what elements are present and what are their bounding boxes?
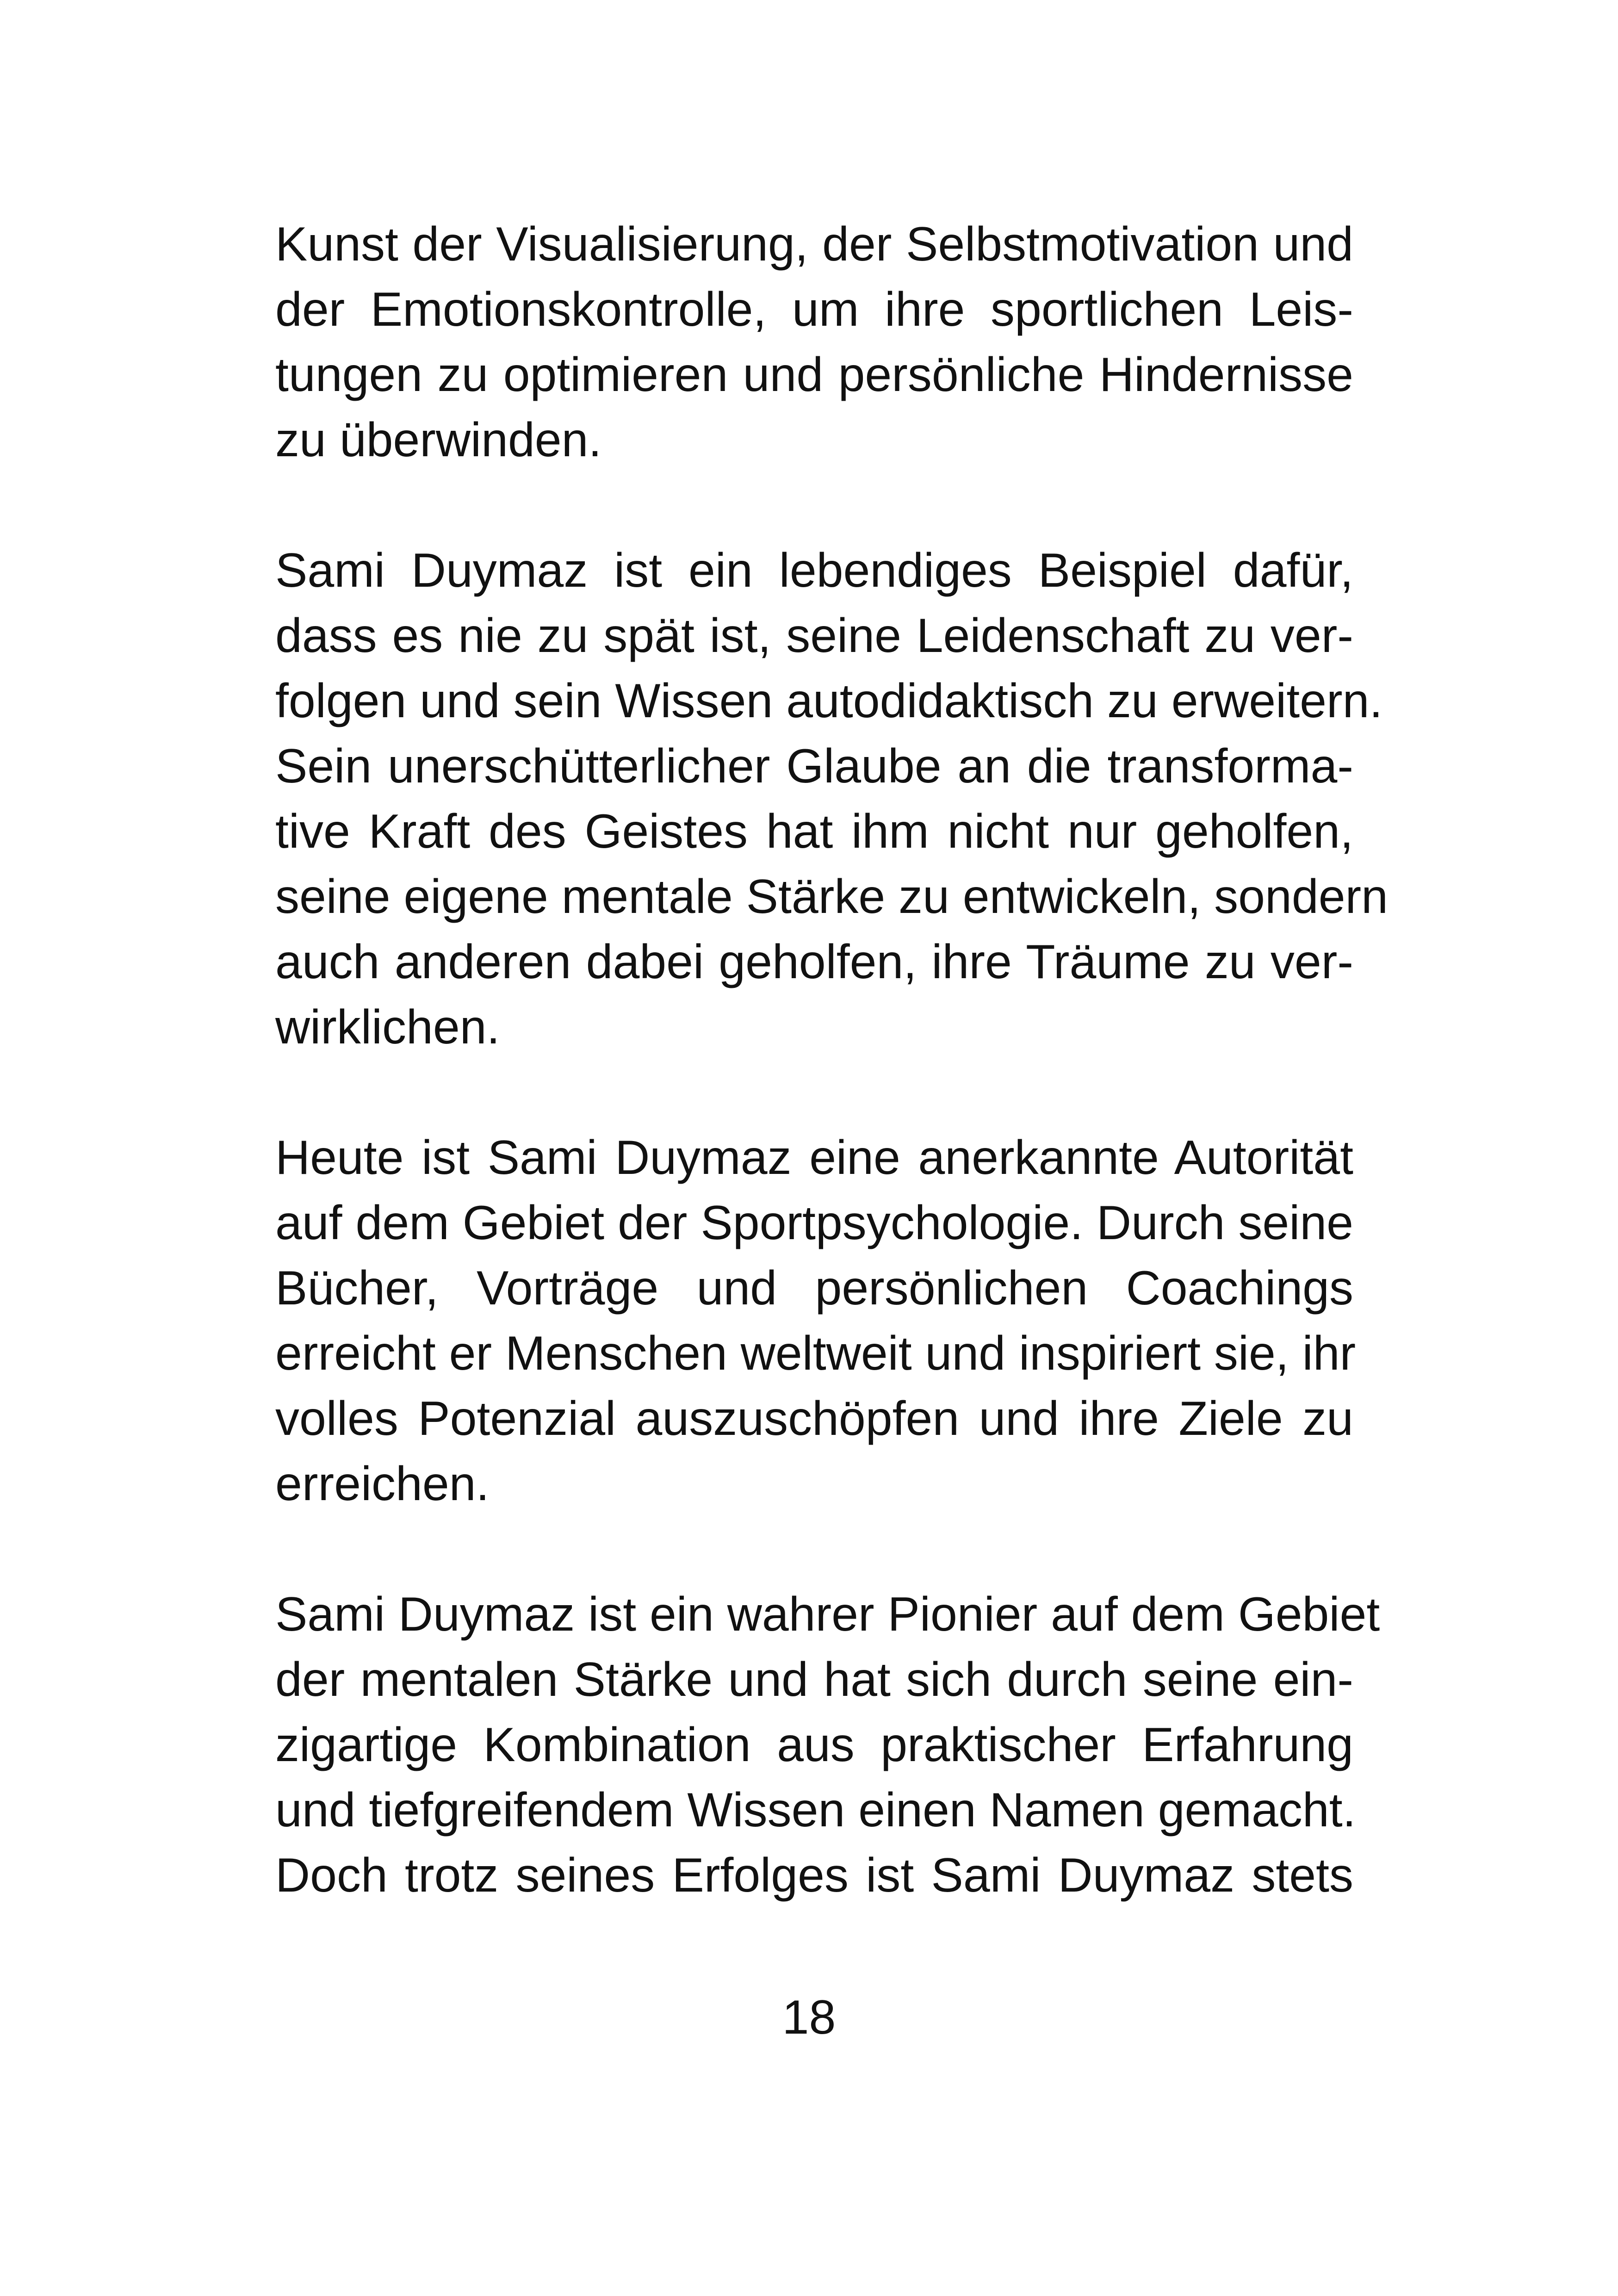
text-line: Sami Duymaz ist ein lebendiges Beispiel dafür, [275,544,1353,597]
text-line: erreichen. [275,1457,490,1511]
text-line: Sein unerschütterlicher Glaube an die transforma- [275,739,1353,793]
text-line: folgen und sein Wissen autodidaktisch zu erweitern. [275,674,1383,728]
text-line: wirklichen. [275,1000,500,1054]
text-line: und tiefgreifendem Wissen einen Namen gemacht. [275,1783,1356,1837]
text-line: Bücher, Vorträge und persönlichen Coachings [275,1261,1353,1315]
page-number: 18 [782,1991,836,2044]
text-line: auch anderen dabei geholfen, ihre Träume zu ver- [275,935,1353,989]
paragraph-gap [275,473,1353,538]
text-line: Kunst der Visualisierung, der Selbstmotivation und [275,217,1353,271]
paragraph-4 [275,1582,1380,1908]
paragraph-3 [275,1125,1356,1517]
text-line: Sami Duymaz ist ein wahrer Pionier auf dem Gebiet [275,1588,1380,1641]
text-line: Heute ist Sami Duymaz eine anerkannte Autorität [275,1131,1353,1185]
text-line: zu überwinden. [275,413,602,467]
text-line: der Emotionskontrolle, um ihre sportlichen Leis- [275,283,1353,336]
text-line: dass es nie zu spät ist, seine Leidenschaft zu ver- [275,609,1353,663]
paragraph-1 [275,212,1353,473]
text-line: erreicht er Menschen weltweit und inspiriert sie, ihr [275,1327,1356,1380]
text-line: tive Kraft des Geistes hat ihm nicht nur geholfen, [275,805,1353,858]
text-line: tungen zu optimieren und persönliche Hindernisse [275,348,1353,402]
text-line: der mentalen Stärke und hat sich durch seine ein- [275,1653,1353,1706]
paragraph-gap [275,1517,1353,1582]
text-line: volles Potenzial auszuschöpfen und ihre Ziele zu [275,1392,1353,1446]
paragraph-gap [275,1060,1353,1125]
text-line: Doch trotz seines Erfolges ist Sami Duymaz stets [275,1849,1353,1902]
paragraph-2 [275,538,1388,1060]
body-text [275,212,1388,1908]
text-line: seine eigene mentale Stärke zu entwickeln, sondern [275,870,1388,924]
text-line: zigartige Kombination aus praktischer Erfahrung [275,1718,1353,1772]
text-line: auf dem Gebiet der Sportpsychologie. Durch seine [275,1196,1353,1250]
